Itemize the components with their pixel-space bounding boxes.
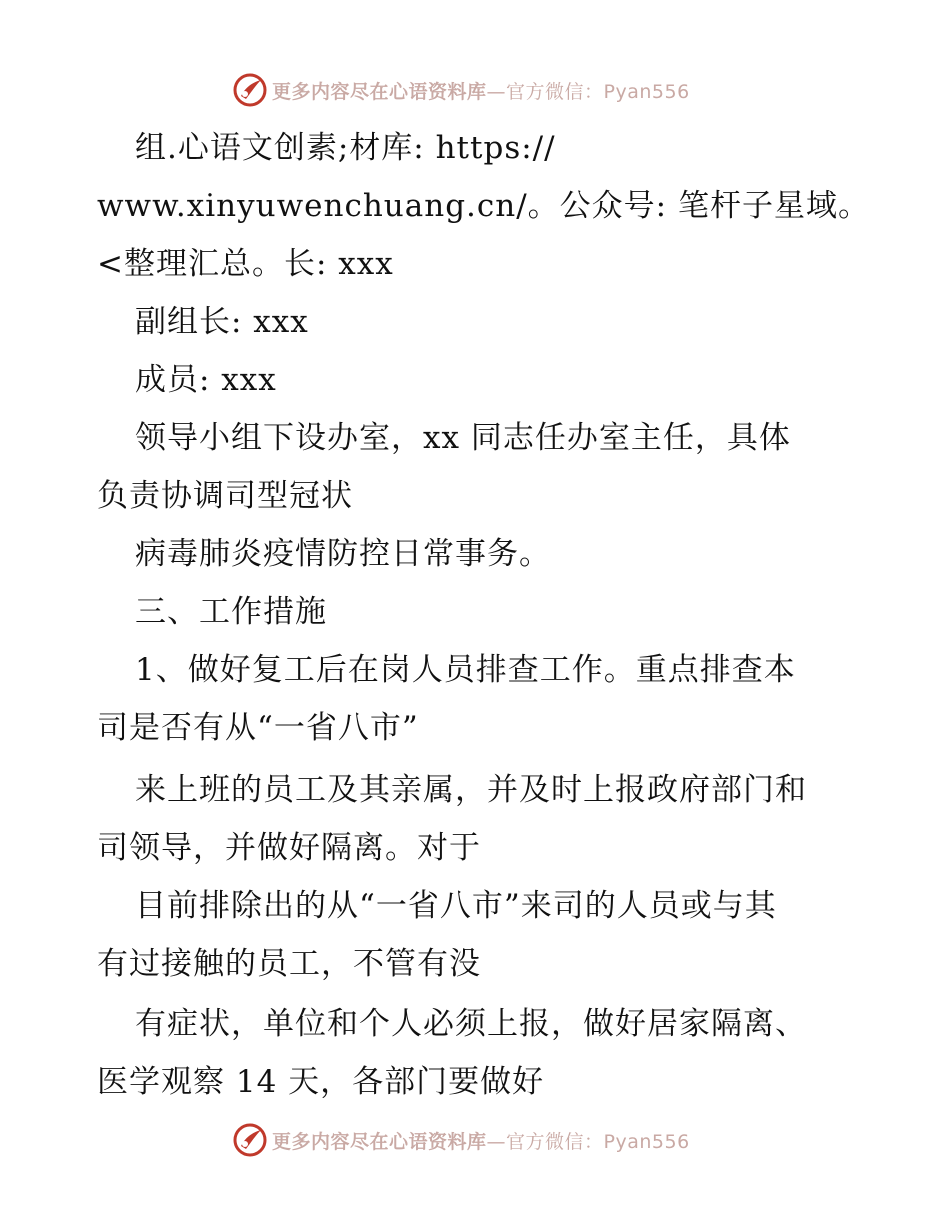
text-line: 病毒肺炎疫情防控日常事务。 — [135, 536, 551, 572]
text-line: www.xinyuwenchuang.cn/。公众号: 笔杆子星域。 — [97, 188, 870, 224]
text-line: 有症状，单位和个人必须上报，做好居家隔离、 — [135, 1006, 807, 1042]
text-line: 领导小组下设办室，xx 同志任办室主任，具体 — [135, 420, 791, 456]
text-line: 副组长: xxx — [135, 304, 309, 340]
logo-icon — [232, 1122, 268, 1158]
text-line: 来上班的员工及其亲属，并及时上报政府部门和 — [135, 772, 807, 808]
text-line: 负责协调司型冠状 — [97, 478, 353, 514]
header-watermark — [232, 70, 690, 110]
banner-title: 更多内容尽在心语资料库 — [272, 1130, 487, 1153]
text-line: 组.心语文创素;材库: https:// — [135, 130, 556, 166]
text-line: 成员: xxx — [135, 362, 277, 398]
text-line: 1、做好复工后在岗人员排查工作。重点排查本 — [135, 652, 796, 688]
logo-icon — [232, 72, 268, 108]
banner-wechat: —官方微信：Pyan556 — [486, 1130, 690, 1153]
text-line: <整理汇总。长: xxx — [97, 246, 394, 282]
text-line: 司是否有从“一省八市” — [97, 710, 419, 746]
banner-title: 更多内容尽在心语资料库 — [272, 80, 487, 103]
text-line: 司领导，并做好隔离。对于 — [97, 830, 481, 866]
section-heading: 三、工作措施 — [135, 594, 327, 630]
banner-wechat: —官方微信：Pyan556 — [486, 80, 690, 103]
text-line: 有过接触的员工，不管有没 — [97, 946, 481, 982]
text-line: 医学观察 14 天，各部门要做好 — [97, 1064, 545, 1100]
text-line: 目前排除出的从“一省八市”来司的人员或与其 — [135, 888, 777, 924]
footer-watermark — [232, 1120, 690, 1160]
